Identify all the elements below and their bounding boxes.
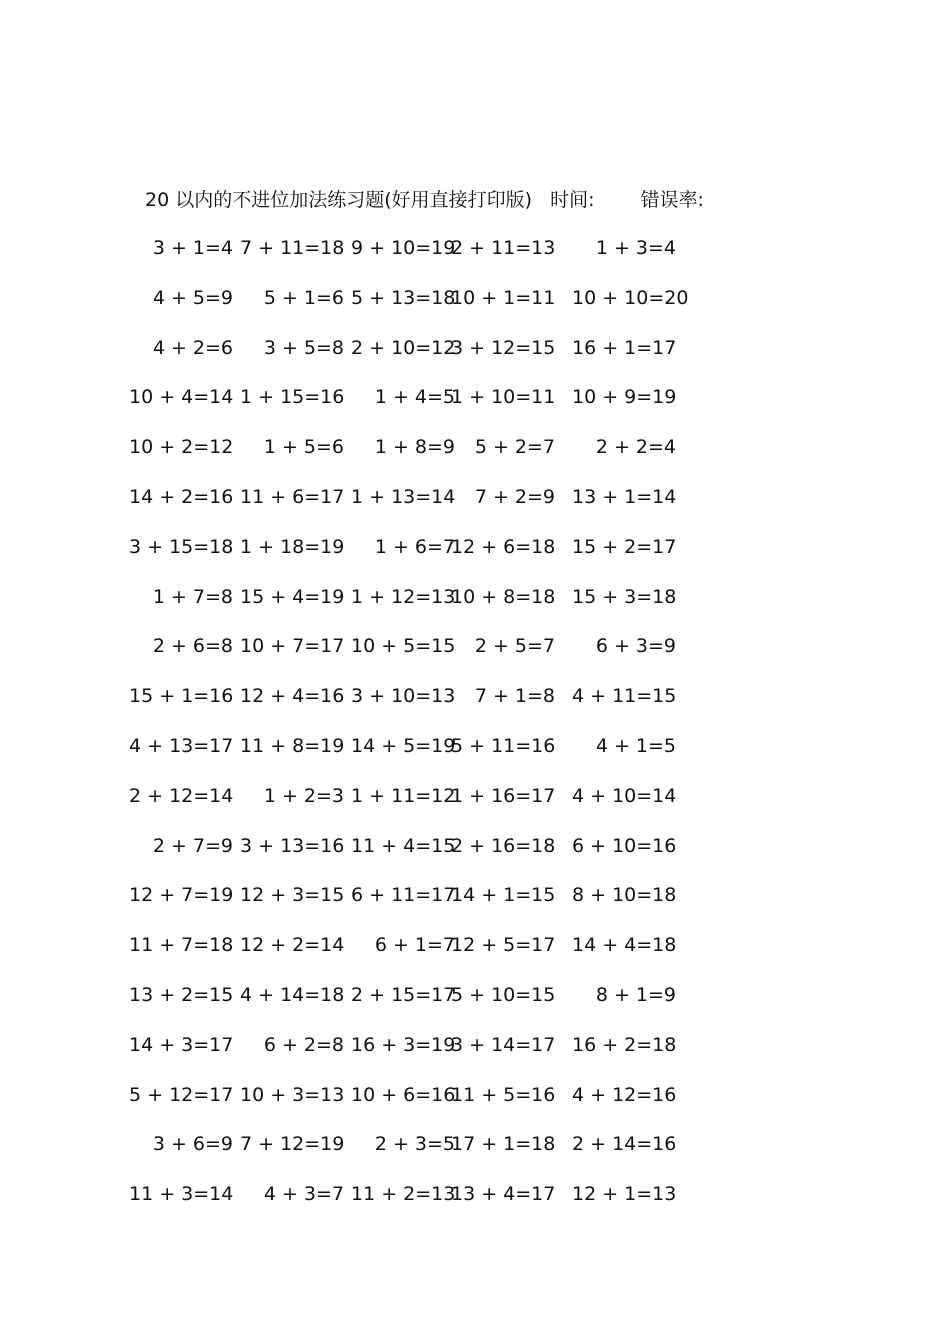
problem-cell: 13 + 2=15	[129, 983, 234, 1006]
problem-cell: 11 + 7=18	[129, 934, 234, 957]
problem-row	[129, 1081, 765, 1131]
problem-cell: 14 + 5=19	[351, 734, 456, 757]
worksheet-header	[145, 186, 704, 214]
problem-cell: 16 + 3=19	[351, 1033, 456, 1056]
problem-cell: 10 + 8=18	[451, 585, 556, 608]
problem-cell: 14 + 1=15	[451, 884, 556, 907]
problem-cell: 11 + 4=15	[351, 834, 456, 857]
problem-cell: 12 + 3=15	[240, 884, 345, 907]
problem-cell: 3 + 12=15	[451, 336, 556, 359]
problem-cell: 10 + 6=16	[351, 1083, 456, 1106]
problem-cell: 7 + 1=8	[474, 685, 555, 708]
problem-cell: 3 + 13=16	[240, 834, 345, 857]
problem-cell: 4 + 10=14	[572, 784, 677, 807]
problem-cell: 12 + 7=19	[129, 884, 234, 907]
problem-cell: 6 + 11=17	[351, 884, 456, 907]
problem-cell: 2 + 7=9	[152, 834, 233, 857]
worksheet-title: 20 以内的不进位加法练习题(好用直接打印版)	[145, 189, 533, 211]
problem-cell: 12 + 2=14	[240, 934, 345, 957]
problem-row	[145, 1130, 765, 1180]
problem-cell: 2 + 15=17	[351, 983, 456, 1006]
problem-cell: 3 + 15=18	[129, 535, 234, 558]
problem-cell: 7 + 12=19	[240, 1133, 345, 1156]
problem-cell: 1 + 16=17	[451, 784, 556, 807]
problem-cell: 1 + 6=7	[374, 535, 455, 558]
problem-row	[129, 732, 765, 782]
problem-cell: 14 + 4=18	[572, 934, 677, 957]
problem-cell: 6 + 3=9	[595, 635, 676, 658]
problem-cell: 13 + 1=14	[572, 485, 677, 508]
problem-cell: 1 + 7=8	[152, 585, 233, 608]
problem-cell: 3 + 5=8	[263, 336, 344, 359]
problem-row	[129, 782, 765, 832]
problem-cell: 1 + 10=11	[451, 386, 556, 409]
problem-cell: 1 + 18=19	[240, 535, 345, 558]
problem-cell: 10 + 10=20	[572, 286, 689, 309]
problem-cell: 16 + 1=17	[572, 336, 677, 359]
problem-cell: 5 + 11=16	[451, 734, 556, 757]
problem-row	[129, 1031, 765, 1081]
problem-cell: 10 + 7=17	[240, 635, 345, 658]
problem-cell: 6 + 10=16	[572, 834, 677, 857]
problem-cell: 15 + 1=16	[129, 685, 234, 708]
problem-cell: 3 + 6=9	[152, 1133, 233, 1156]
problem-row	[145, 832, 765, 882]
problem-cell: 14 + 2=16	[129, 485, 234, 508]
problem-cell: 1 + 13=14	[351, 485, 456, 508]
problem-cell: 2 + 2=4	[595, 436, 676, 459]
problem-row	[129, 931, 765, 981]
problem-cell: 4 + 1=5	[595, 734, 676, 757]
problem-row	[145, 632, 765, 682]
problem-cell: 10 + 9=19	[572, 386, 677, 409]
problem-cell: 1 + 2=3	[263, 784, 344, 807]
problem-cell: 2 + 5=7	[474, 635, 555, 658]
problem-cell: 4 + 13=17	[129, 734, 234, 757]
problem-cell: 13 + 4=17	[451, 1183, 556, 1206]
time-label: 时间:	[550, 189, 595, 211]
problem-cell: 2 + 14=16	[572, 1133, 677, 1156]
problem-cell: 2 + 16=18	[451, 834, 556, 857]
problem-cell: 3 + 14=17	[451, 1033, 556, 1056]
problem-row	[129, 682, 765, 732]
problem-row	[129, 1180, 765, 1230]
problem-cell: 5 + 1=6	[263, 286, 344, 309]
problem-cell: 7 + 2=9	[474, 485, 555, 508]
problem-cell: 1 + 3=4	[595, 237, 676, 259]
problem-cell: 1 + 15=16	[240, 386, 345, 409]
problem-grid	[129, 234, 765, 1230]
problem-cell: 10 + 1=11	[451, 286, 556, 309]
problem-row	[129, 533, 765, 583]
problem-cell: 10 + 4=14	[129, 386, 234, 409]
problem-cell: 12 + 5=17	[451, 934, 556, 957]
problem-cell: 17 + 1=18	[451, 1133, 556, 1156]
problem-row	[145, 583, 765, 633]
problem-cell: 4 + 3=7	[263, 1183, 344, 1206]
problem-cell: 5 + 10=15	[451, 983, 556, 1006]
problem-cell: 9 + 10=19	[351, 237, 456, 259]
problem-cell: 3 + 1=4	[152, 237, 233, 259]
problem-row	[129, 383, 765, 433]
problem-cell: 1 + 5=6	[263, 436, 344, 459]
problem-cell: 10 + 3=13	[240, 1083, 345, 1106]
problem-cell: 10 + 5=15	[351, 635, 456, 658]
problem-cell: 11 + 3=14	[129, 1183, 234, 1206]
problem-cell: 12 + 6=18	[451, 535, 556, 558]
problem-cell: 1 + 11=12	[351, 784, 456, 807]
problem-cell: 15 + 4=19	[240, 585, 345, 608]
problem-cell: 2 + 6=8	[152, 635, 233, 658]
problem-cell: 11 + 8=19	[240, 734, 345, 757]
problem-cell: 6 + 2=8	[263, 1033, 344, 1056]
problem-cell: 14 + 3=17	[129, 1033, 234, 1056]
problem-cell: 15 + 3=18	[572, 585, 677, 608]
problem-cell: 11 + 2=13	[351, 1183, 456, 1206]
problem-cell: 16 + 2=18	[572, 1033, 677, 1056]
problem-row	[145, 334, 765, 384]
problem-cell: 8 + 10=18	[572, 884, 677, 907]
problem-row	[129, 981, 765, 1031]
problem-cell: 15 + 2=17	[572, 535, 677, 558]
problem-cell: 11 + 6=17	[240, 485, 345, 508]
problem-cell: 8 + 1=9	[595, 983, 676, 1006]
problem-cell: 4 + 12=16	[572, 1083, 677, 1106]
problem-cell: 5 + 2=7	[474, 436, 555, 459]
problem-cell: 2 + 11=13	[451, 237, 556, 259]
problem-cell: 11 + 5=16	[451, 1083, 556, 1106]
problem-cell: 12 + 1=13	[572, 1183, 677, 1206]
problem-cell: 1 + 12=13	[351, 585, 456, 608]
problem-row	[145, 284, 765, 334]
problem-cell: 4 + 14=18	[240, 983, 345, 1006]
problem-row	[129, 433, 765, 483]
problem-cell: 10 + 2=12	[129, 436, 234, 459]
problem-cell: 7 + 11=18	[240, 237, 345, 259]
problem-cell: 2 + 10=12	[351, 336, 456, 359]
problem-cell: 2 + 3=5	[374, 1133, 455, 1156]
problem-cell: 1 + 8=9	[374, 436, 455, 459]
problem-cell: 1 + 4=5	[374, 386, 455, 409]
problem-cell: 4 + 2=6	[152, 336, 233, 359]
problem-cell: 4 + 5=9	[152, 286, 233, 309]
problem-cell: 6 + 1=7	[374, 934, 455, 957]
problem-cell: 5 + 12=17	[129, 1083, 234, 1106]
problem-cell: 12 + 4=16	[240, 685, 345, 708]
problem-row	[145, 234, 765, 284]
error-rate-label: 错误率:	[640, 189, 704, 211]
problem-row	[129, 881, 765, 931]
problem-cell: 5 + 13=18	[351, 286, 456, 309]
problem-row	[129, 483, 765, 533]
problem-cell: 4 + 11=15	[572, 685, 677, 708]
problem-cell: 3 + 10=13	[351, 685, 456, 708]
problem-cell: 2 + 12=14	[129, 784, 234, 807]
